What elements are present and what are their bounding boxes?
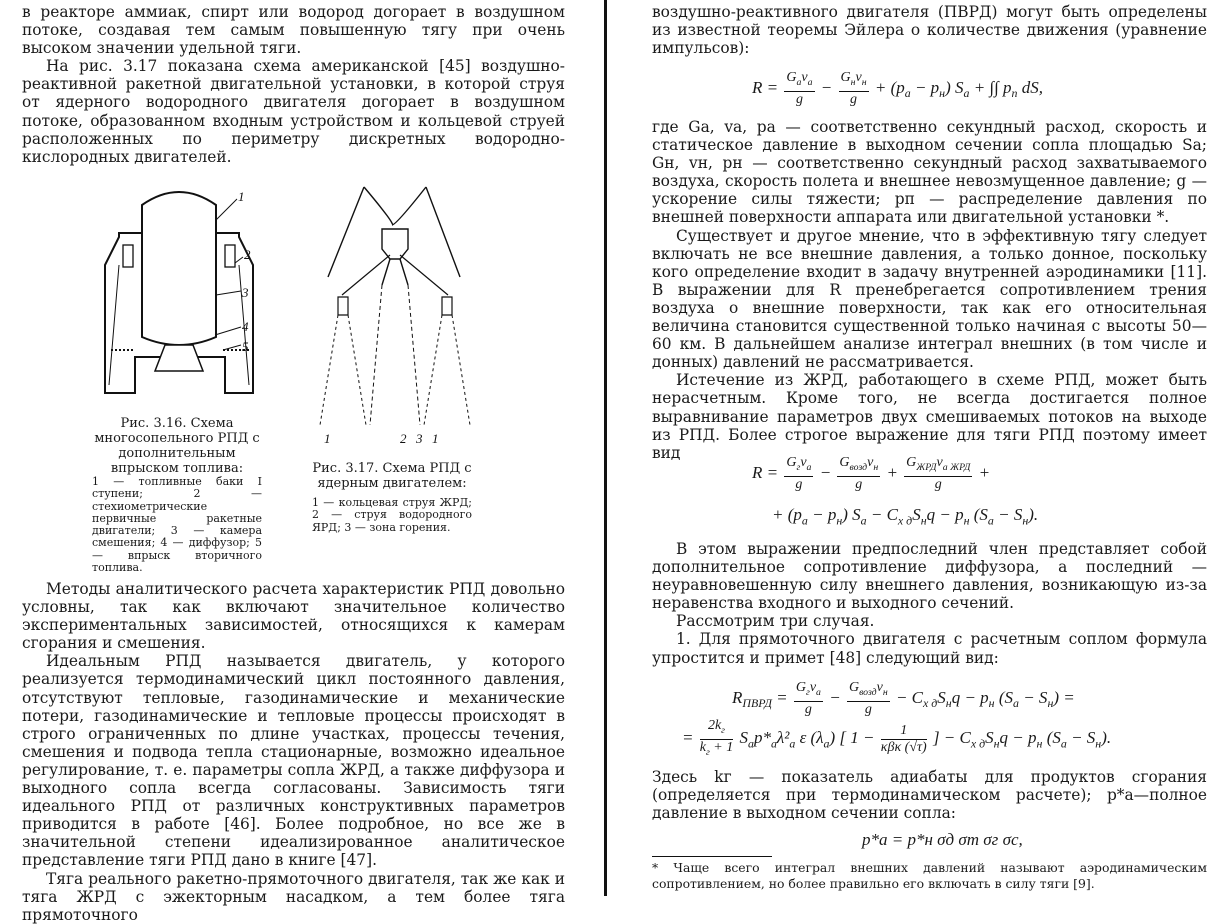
fig317-engine-right — [442, 297, 452, 315]
fig317-jet-left — [320, 315, 366, 425]
fig317-callout-4: 1 — [432, 431, 439, 446]
right-para-4: Истечение из ЖРД, работающего в схеме РПД, может быть нерасчетным. Кроме того, не всегда достигается полное выравнивание параметров двух смешиваемых потоков на выходе из РПД. Более строгое выражение для тяги РПД поэтому имеет вид — [652, 371, 1207, 462]
left-para-1: в реакторе аммиак, спирт или водород догорает в воздушном потоке, создавая тем самым повышенную тягу при очень высоком значении удельной тяги. — [22, 3, 565, 58]
fig317-callout-2: 2 — [400, 431, 407, 446]
fig316-nozzle — [155, 345, 203, 371]
fig316-caption-title: Рис. 3.16. Схема многосопельного РПД с дополнительным впрыском топлива: — [94, 416, 260, 476]
fig316-leader-4 — [215, 327, 241, 335]
right-para-7: 1. Для прямоточного двигателя с расчетным соплом формула упростится и примет [48] следующий вид: — [652, 630, 1207, 667]
formula-pvrd-line1: $R_{ПВРД}$ = $\frac{G_гv_a}{g}$ − $\frac{G_{возд}v_н}{g}$ − $C_{x д}S_нq - p_н$ $(S_a - S_н)$ = — [732, 680, 1075, 717]
fig316-callout-3: 3 — [242, 285, 249, 300]
fig316-caption — [92, 416, 262, 574]
right-page — [612, 0, 1223, 896]
right-text-2 — [652, 118, 1207, 462]
fig316-primary-engine-right — [225, 245, 235, 267]
right-text-top — [652, 3, 1207, 57]
left-text-bottom — [22, 580, 565, 924]
fig316-callout-2: 2 — [244, 247, 251, 262]
fig316-leader-3 — [216, 291, 241, 295]
right-text-4 — [652, 768, 1207, 822]
fig316-primary-engine-left — [123, 245, 133, 267]
fig316-caption-body: 1 — топливные баки I ступени; 2 — стехиометрические первичные ракетные двигатели; 3 — камера смешения; 4 — диффузор; 5 — впрыск вторичного топлива. — [92, 475, 262, 575]
formula-pvrd-line2: = $\frac{2k_г}{k_г + 1}$ $S_ap*_a\lambda^2_a$ ε $(\lambda_a)$ [ 1 − $\frac{1}{\text{κβκ (√τ)}}$ ] − $C_{x д}S_нq - p_н$ $(S_a - S_н)$. — [682, 718, 1112, 758]
footnote: * Чаще всего интеграл внешних давлений называют аэродинамическим сопротивлением, но более правильно его включать в силу тяги [9]. — [652, 860, 1207, 891]
left-text-top — [22, 3, 565, 166]
fig317-intake-cone — [364, 187, 426, 225]
right-para-8: Здесь kг — показатель адиабаты для продуктов сгорания (определяется при термодинамическом расчете); p*a—полное давление в выходном сечении сопла: — [652, 768, 1207, 823]
fig316-leader-1 — [216, 199, 237, 220]
page-divider — [604, 0, 607, 896]
fig316-callout-1: 1 — [238, 189, 245, 204]
fig316-callout-4: 4 — [242, 319, 249, 334]
fig317-strut-right — [400, 255, 448, 295]
fig317-nozzle — [382, 259, 408, 285]
formula-euler: R = $\frac{G_av_a}{g}$ − $\frac{G_нv_н}{g}$ + $(p_a - p_н) S_a$ + ∫∫ $p_п$ dS, — [752, 70, 1043, 107]
left-para-4: Идеальным РПД называется двигатель, у которого реализуется термодинамический цикл постоянного давления, отсутствуют тепловые, газодинамические и механические потери, газодинамические и тепловые процессы происходят в строго ограниченных по длине участках, процессы течения, смешения и подвода тепла стационарные, возможно идеальное регулирование, т. е. параметры сопла ЖРД, а также диффузора и выходного сопла всегда согласованы. Зависимость тяги идеального РПД от различных конструктивных параметров приводится в работе [46]. Более подробное, но все же в значительной степени идеализированное аналитическое представление тяги РПД дано в книге [47]. — [22, 652, 565, 870]
footnote-rule — [652, 856, 772, 857]
left-para-3: Методы аналитического расчета характеристик РПД довольно условны, так как включают значительное количество экспериментальных зависимостей, относящихся к камерам сгорания и смешения. — [22, 580, 565, 653]
fig317-caption-title: Рис. 3.17. Схема РПД с ядерным двигателем: — [312, 461, 472, 491]
formula-total-pressure: p*a = p*н σд σт σг σс, — [862, 830, 1023, 849]
fig317-jet-right — [424, 315, 470, 425]
formula-rpd-thrust-line2: + $(p_a - p_н) S_a - C_{x д}S_нq - p_н$ $(S_a - S_н)$. — [772, 505, 1039, 528]
figure-3-17-diagram — [312, 185, 477, 450]
fig317-callout-3: 3 — [416, 431, 423, 446]
fig317-callout-1: 1 — [324, 431, 331, 446]
right-para-6: Рассмотрим три случая. — [676, 612, 875, 631]
fig317-strut-left — [342, 255, 390, 295]
left-para-2: На рис. 3.17 показана схема американской [45] воздушно-реактивной ракетной двигательной установки, в которой струя от ядерного водородного двигателя догорает в воздушном потоке, образованном входным устройством и кольцевой струей расположенных по периметру дискретных водородно-кислородных двигателей. — [22, 57, 565, 166]
fig316-inner-wall-left — [109, 265, 119, 385]
right-para-3: Существует и другое мнение, что в эффективную тягу следует включать не все внешние давления, а только донное, поскольку кого определение входит в задачу внутренней аэродинамики [11]. В выражении для R пренебрегается сопротивлением трения воздуха о внешние поверхности, так как его относительная величина становится существенной только начиная с высоты 50—60 км. В дальнейшем анализе интеграл внешних (в том числе и донных) давлений не рассматривается. — [652, 226, 1207, 372]
fig317-reactor-body — [382, 229, 408, 259]
left-para-5: Тяга реального ракетно-прямоточного двигателя, так же как и тяга ЖРД с эжекторным насадком, а тем более тяга прямоточного — [22, 869, 565, 924]
formula-rpd-thrust: R = $\frac{G_гv_a}{g}$ − $\frac{G_{возд}v_н}{g}$ + $\frac{G_{ЖРД}v_{a ЖРД}}{g}$ + — [752, 455, 991, 492]
fig317-engine-left — [338, 297, 348, 315]
figure-3-16-diagram — [95, 185, 265, 405]
fig317-intake-wall-left — [328, 187, 364, 277]
right-para-1: воздушно-реактивного двигателя (ПВРД) могут быть определены из известной теоремы Эйлера о количестве движения (уравнение импульсов): — [652, 3, 1207, 58]
fig317-intake-wall-right — [426, 187, 460, 277]
fig317-core-jet — [370, 285, 420, 425]
left-page — [0, 0, 600, 924]
fig316-leader-2 — [235, 257, 243, 263]
right-text-3 — [652, 540, 1207, 667]
right-para-5: В этом выражении предпоследний член представляет собой дополнительное сопротивление диффузора, а последний — неуравновешенную силу внешнего давления, возникающую из-за неравенства входного и выходного сечений. — [652, 540, 1207, 613]
fig317-caption-body: 1 — кольцевая струя ЖРД; 2 — струя водородного ЯРД; 3 — зона горения. — [312, 496, 472, 534]
right-para-2: где Ga, va, pa — соответственно секундный расход, скорость и статическое давление в выходном сечении сопла площадью Sa; Gн, vн, pн — соответственно секундный расход захватываемого воздуха, скорость полета и внешнее невозмущенное давление; g — ускорение силы тяжести; pп — распределение давления по внешней поверхности аппарата или двигательной установки *. — [652, 118, 1207, 227]
fig316-central-body — [142, 192, 216, 345]
fig316-callout-5: 5 — [242, 339, 249, 354]
fig317-caption — [312, 461, 472, 534]
